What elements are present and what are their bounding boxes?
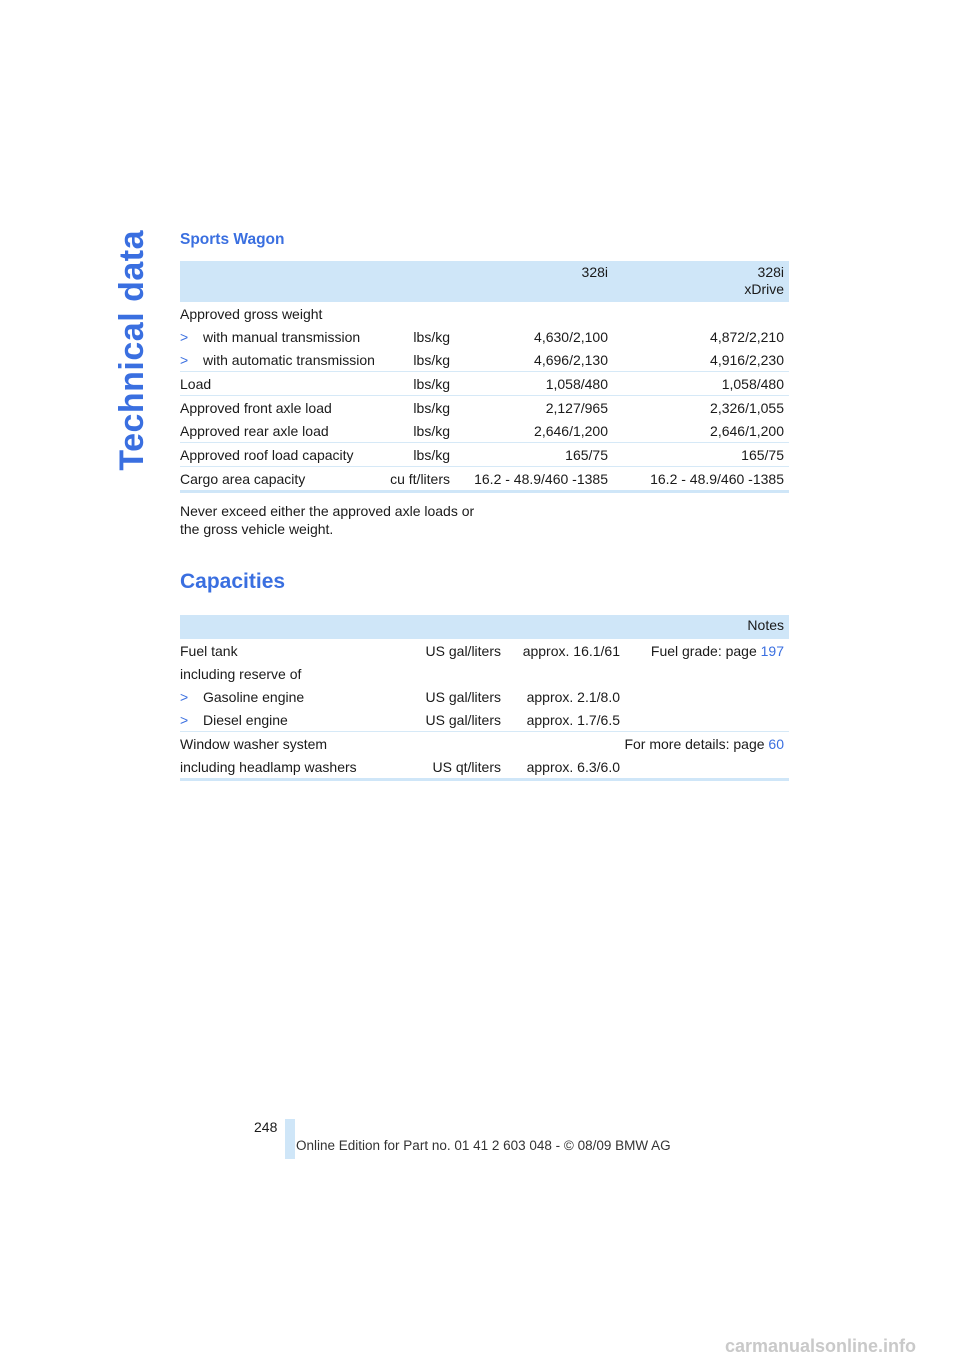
- sports-wagon-table: [180, 261, 789, 493]
- table-row: [180, 325, 789, 348]
- row-label-cell: [180, 708, 385, 732]
- header-cell: [180, 615, 385, 639]
- capacities-table-wrap: [180, 615, 789, 781]
- watermark: carmanualsonline.info: [725, 1336, 917, 1356]
- row-label: Fuel tank: [180, 642, 238, 659]
- value-328i-xdrive: 2,646/1,200: [710, 422, 784, 439]
- row-value: approx. 16.1/61: [522, 642, 620, 659]
- row-note: [620, 639, 789, 662]
- row-label-cell: [180, 732, 385, 756]
- table-row: [180, 348, 789, 372]
- row-label-cell: [180, 685, 385, 708]
- row-label: including reserve of: [180, 665, 302, 682]
- row-label: Cargo area capacity: [180, 470, 306, 487]
- value-328i-xdrive: 165/75: [616, 443, 789, 467]
- row-label: Load: [180, 375, 212, 392]
- header-cell: [385, 615, 505, 639]
- value-328i-xdrive: 1,058/480: [616, 372, 789, 396]
- row-unit: lbs/kg: [380, 443, 450, 467]
- row-label: with manual transmission: [203, 328, 361, 345]
- header-cell: [180, 261, 380, 302]
- table-row: [180, 443, 789, 467]
- row-unit: US gal/liters: [425, 688, 501, 705]
- table-header-row: [180, 615, 789, 639]
- table-row: [180, 396, 789, 420]
- footer-bar: [285, 1119, 295, 1159]
- value-328i: 4,696/2,130: [534, 351, 608, 368]
- note-text: Fuel grade: page: [650, 642, 761, 659]
- note-text: For more details: page: [624, 735, 769, 752]
- bullet-icon: >: [180, 711, 189, 728]
- row-unit: US gal/liters: [425, 642, 501, 659]
- row-note: [620, 732, 789, 756]
- row-note: [620, 755, 789, 780]
- header-cell: [505, 615, 620, 639]
- row-value: approx. 2.1/8.0: [526, 688, 620, 705]
- row-unit: [385, 662, 505, 685]
- value-328i: 165/75: [450, 443, 616, 467]
- row-label: including headlamp washers: [180, 758, 357, 775]
- value-328i: 16.2 - 48.9/460 -1385: [450, 467, 616, 492]
- row-unit: lbs/kg: [380, 372, 450, 396]
- row-value: approx. 1.7/6.5: [526, 711, 620, 728]
- section-tab: Technical data: [113, 230, 151, 471]
- value-328i: 4,630/2,100: [534, 328, 608, 345]
- row-label-cell: [180, 755, 385, 780]
- value-328i-xdrive: 4,872/2,210: [710, 328, 784, 345]
- header-cell-328i: 328i: [450, 261, 616, 302]
- row-unit: US qt/liters: [385, 755, 505, 780]
- value-328i: 2,646/1,200: [534, 422, 608, 439]
- row-value: [505, 662, 620, 685]
- row-label-cell: [180, 396, 380, 420]
- bullet-icon: >: [180, 351, 189, 368]
- row-unit: lbs/kg: [413, 351, 450, 368]
- row-label: Approved front axle load: [180, 399, 332, 416]
- row-label: Approved gross weight: [180, 305, 323, 322]
- table-row: [180, 467, 789, 492]
- page-number: 248: [254, 1119, 278, 1135]
- table-header-row: [180, 261, 789, 302]
- table-row: [180, 685, 789, 708]
- header-cell-328i-xdrive: 328i xDrive: [616, 261, 789, 302]
- value-328i-xdrive: 4,916/2,230: [710, 351, 784, 368]
- capacities-heading: Capacities: [180, 570, 286, 593]
- axle-load-note: Never exceed either the approved axle loads or the gross vehicle weight.: [180, 503, 475, 537]
- value-328i-xdrive: 16.2 - 48.9/460 -1385: [616, 467, 789, 492]
- row-unit: US gal/liters: [425, 711, 501, 728]
- row-label-cell: [180, 419, 380, 443]
- table-row: [180, 372, 789, 396]
- bullet-icon: >: [180, 328, 189, 345]
- table-row: [180, 732, 789, 756]
- page-link[interactable]: 197: [760, 642, 784, 659]
- row-label-cell: [180, 662, 385, 685]
- row-label-cell: [180, 467, 380, 492]
- row-label: with automatic transmission: [203, 351, 375, 368]
- value-328i: 2,127/965: [450, 396, 616, 420]
- row-label-cell: [180, 348, 380, 372]
- row-unit: lbs/kg: [380, 396, 450, 420]
- value-328i-xdrive: [616, 302, 789, 325]
- header-cell: [380, 261, 450, 302]
- row-value: [505, 732, 620, 756]
- row-unit: [380, 302, 450, 325]
- table-row: [180, 639, 789, 662]
- sports-wagon-heading: Sports Wagon: [180, 231, 285, 248]
- row-label-cell: [180, 302, 380, 325]
- row-unit: lbs/kg: [413, 328, 450, 345]
- row-unit: cu ft/liters: [380, 467, 450, 492]
- footer-text: Online Edition for Part no. 01 41 2 603 048 - © 08/09 BMW AG: [296, 1138, 671, 1153]
- page-link[interactable]: 60: [768, 735, 784, 752]
- row-label-cell: [180, 443, 380, 467]
- row-label: Gasoline engine: [203, 688, 305, 705]
- row-label-cell: [180, 639, 385, 662]
- row-label-cell: [180, 372, 380, 396]
- row-unit: [385, 732, 505, 756]
- table-row: [180, 755, 789, 780]
- capacities-table: [180, 615, 789, 781]
- header-cell-notes: Notes: [620, 615, 789, 639]
- table-row: [180, 419, 789, 443]
- row-label: Window washer system: [180, 735, 328, 752]
- row-value: approx. 6.3/6.0: [505, 755, 620, 780]
- table-row: [180, 662, 789, 685]
- row-unit: lbs/kg: [413, 422, 450, 439]
- table-row: [180, 708, 789, 732]
- sports-wagon-table-wrap: [180, 261, 789, 493]
- row-note: [620, 708, 789, 732]
- value-328i: [450, 302, 616, 325]
- row-note: [620, 662, 789, 685]
- value-328i-xdrive: 2,326/1,055: [616, 396, 789, 420]
- value-328i: 1,058/480: [450, 372, 616, 396]
- row-note: [620, 685, 789, 708]
- bullet-icon: >: [180, 688, 189, 705]
- row-label: Approved rear axle load: [180, 422, 329, 439]
- row-label: Approved roof load capacity: [180, 446, 354, 463]
- table-row: [180, 302, 789, 325]
- row-label: Diesel engine: [203, 711, 288, 728]
- row-label-cell: [180, 325, 380, 348]
